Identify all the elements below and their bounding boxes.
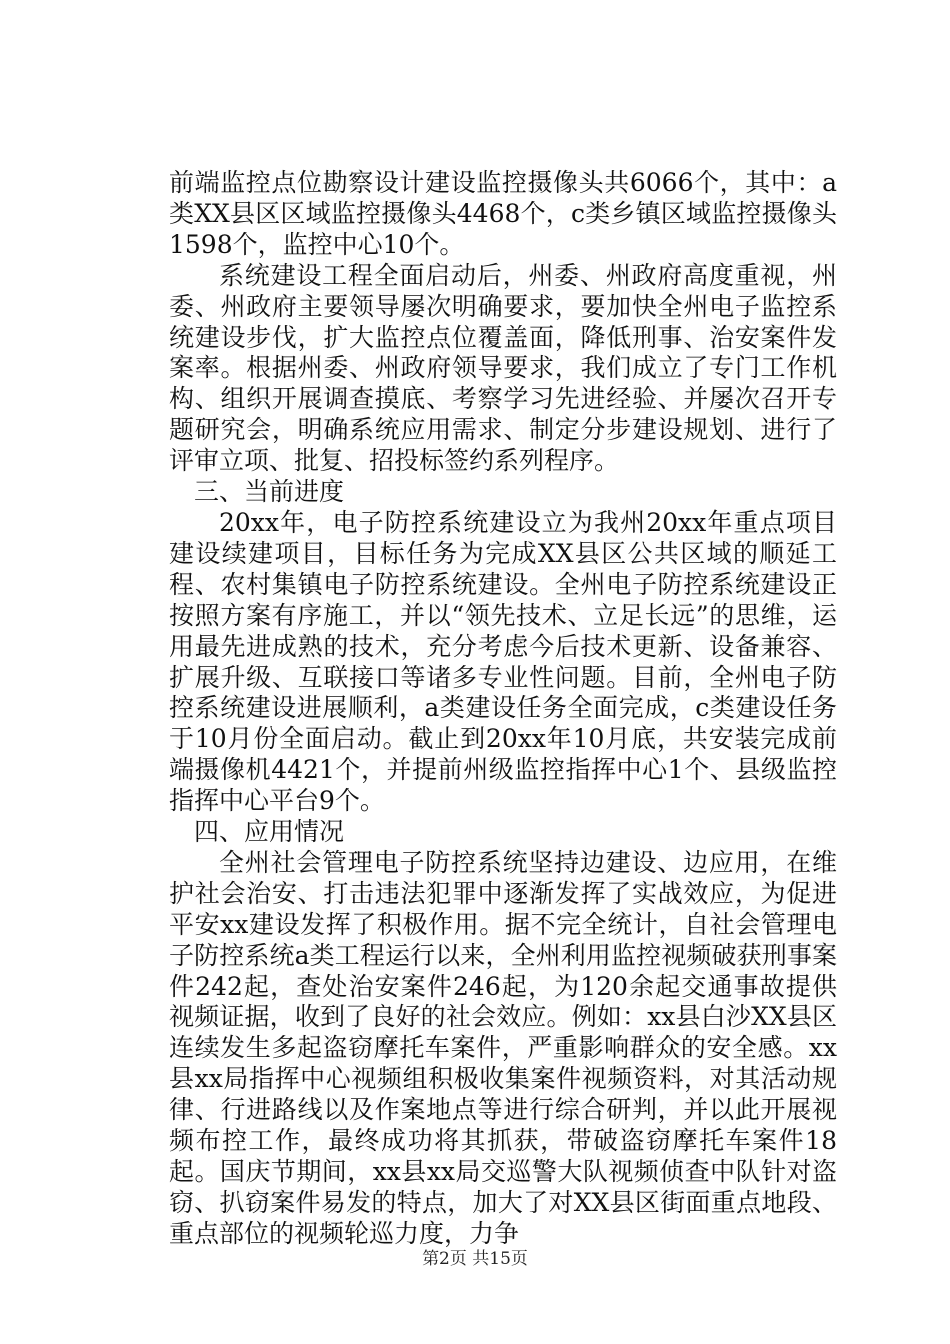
page-number-footer: 第2页 共15页 (422, 1249, 528, 1269)
paragraph-current-progress: 20xx年，电子防控系统建设立为我州20xx年重点项目建设续建项目，目标任务为完成XX县区公共区域的顺延工程、农村集镇电子防控系统建设。全州电子防控系统建设正按照方案有序施工，并以“领先技术、立足长远”的思维，运用最先进成熟的技术，充分考虑今后技术更新、设备兼容、扩展升级、互联接口等诸多专业性问题。目前，全州电子防控系统建设进展顺利，a类建设任务全面完成，c类建设任务于10月份全面启动。截止到20xx年10月底，共安装完成前端摄像机4421个，并提前州级监控指挥中心1个、县级监控指挥中心平台9个。 (169, 507, 837, 816)
section-heading-progress: 三、当前进度 (194, 477, 345, 507)
document-body (169, 168, 837, 1250)
paragraph-system-launch: 系统建设工程全面启动后，州委、州政府高度重视，州委、州政府主要领导屡次明确要求，要加快全州电子监控系统建设步伐，扩大监控点位覆盖面，降低刑事、治安案件发案率。根据州委、州政府领导要求，我们成立了专门工作机构、组织开展调查摸底、考察学习先进经验、并屡次召开专题研究会，明确系统应用需求、制定分步建设规划、进行了评审立项、批复、招投标签约系列程序。 (169, 260, 837, 476)
section-heading-application: 四、应用情况 (194, 817, 345, 847)
paragraph-monitoring-points: 前端监控点位勘察设计建设监控摄像头共6066个，其中：a类XX县区区域监控摄像头4468个，c类乡镇区域监控摄像头1598个，监控中心10个。 (169, 168, 837, 259)
paragraph-application-status: 全州社会管理电子防控系统坚持边建设、边应用，在维护社会治安、打击违法犯罪中逐渐发挥了实战效应，为促进平安xx建设发挥了积极作用。据不完全统计，自社会管理电子防控系统a类工程运行以来，全州利用监控视频破获刑事案件242起，查处治安案件246起，为120余起交通事故提供视频证据，收到了良好的社会效应。例如：xx县白沙XX县区连续发生多起盗窃摩托车案件，严重影响群众的安全感。xx县xx局指挥中心视频组积极收集案件视频资料，对其活动规律、行进路线以及作案地点等进行综合研判，并以此开展视频布控工作，最终成功将其抓获，带破盗窃摩托车案件18起。国庆节期间，xx县xx局交巡警大队视频侦查中队针对盗窃、扒窃案件易发的特点，加大了对XX县区街面重点地段、重点部位的视频轮巡力度，力争 (169, 847, 837, 1248)
